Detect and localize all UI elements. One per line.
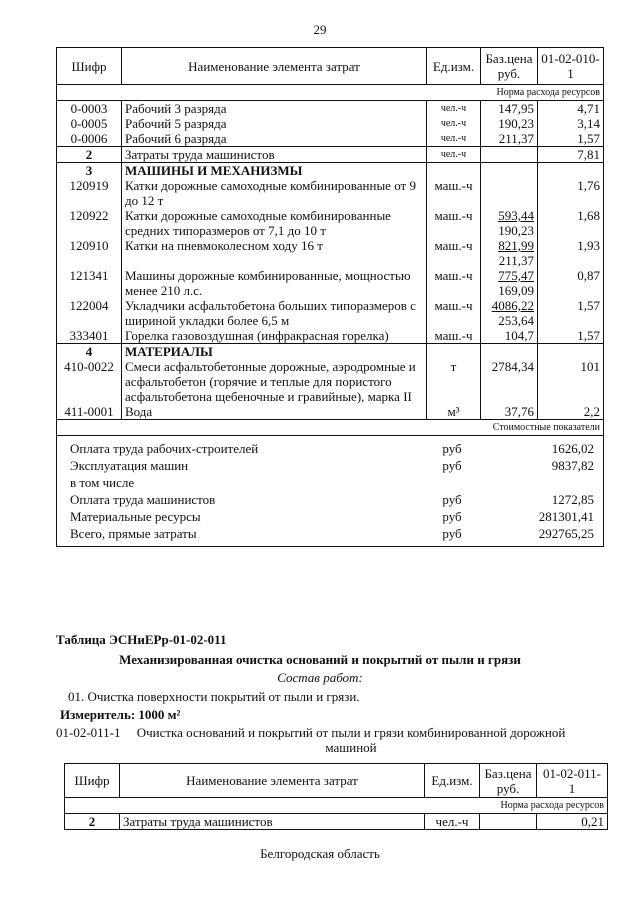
table-row [57, 328, 604, 344]
row-unit: маш.-ч [427, 268, 481, 298]
row-unit: чел.-ч [425, 814, 480, 830]
row-code: 0-0005 [57, 116, 122, 131]
row-price: 821,99 [498, 238, 534, 253]
row-price-labor: 169,09 [498, 283, 534, 298]
total-row [67, 440, 597, 457]
total-value: 1272,85 [551, 492, 594, 507]
total-unit [422, 474, 482, 491]
table-row [57, 178, 604, 208]
row-value: 0,87 [538, 268, 604, 298]
cost-subheader: Стоимостные показатели [57, 420, 604, 436]
row-name: Рабочий 5 разряда [122, 116, 427, 131]
row-code: 122004 [57, 298, 122, 328]
row-unit: чел.-ч [427, 131, 481, 147]
table-row [57, 404, 604, 420]
row-name: Рабочий 3 разряда [122, 101, 427, 117]
section-heading: Механизированная очистка оснований и покрытий от пыли и грязи [119, 652, 521, 667]
row-code: 0-0003 [57, 101, 122, 117]
total-unit: руб [442, 441, 462, 456]
col-header-unit: Ед.изм. [427, 48, 481, 85]
page-number: 29 [313, 22, 327, 37]
section-row [57, 163, 604, 179]
row-code: 120919 [57, 178, 122, 208]
total-unit: руб [442, 509, 462, 524]
table-title: Таблица ЭСНиЕРр-01-02-011 [56, 632, 227, 647]
item-code: 01-02-011-1 [56, 725, 121, 740]
row-value: 2,2 [538, 404, 604, 420]
row-unit: маш.-ч [427, 298, 481, 328]
row-unit: чел.-ч [427, 116, 481, 131]
footer-region: Белгородская область [260, 846, 380, 861]
total-label: Материальные ресурсы [70, 509, 201, 524]
row-price: 2784,34 [481, 359, 538, 404]
row-code: 2 [57, 147, 122, 163]
item-text: Очистка оснований и покрытий от пыли и грязи комбинированной дорожной машиной [136, 725, 566, 755]
row-value: 0,21 [537, 814, 608, 830]
table-row [57, 359, 604, 404]
total-row [67, 491, 597, 508]
row-price: 37,76 [481, 404, 538, 420]
total-row [67, 508, 597, 525]
row-code: 333401 [57, 328, 122, 344]
col-header-name: Наименование элемента затрат [120, 764, 425, 798]
total-value: 292765,25 [538, 526, 594, 541]
total-unit: руб [442, 458, 462, 473]
total-value: 9837,82 [551, 458, 594, 473]
total-value: 281301,41 [538, 509, 594, 524]
row-price: 190,23 [481, 116, 538, 131]
totals-table [67, 440, 597, 542]
row-price: 104,7 [481, 328, 538, 344]
row-name: Катки дорожные самоходные комбинированные от 9 до 12 т [122, 178, 427, 208]
row-unit: маш.-ч [427, 178, 481, 208]
row-price: 211,37 [481, 131, 538, 147]
row-value: 101 [538, 359, 604, 404]
total-unit: руб [442, 526, 462, 541]
col-header-norm: 01-02-011-1 [537, 764, 608, 798]
col-header-code: Шифр [57, 48, 122, 85]
total-label: в том числе [70, 475, 135, 490]
col-header-name: Наименование элемента затрат [122, 48, 427, 85]
table-row [65, 814, 608, 830]
row-unit: чел.-ч [427, 101, 481, 117]
section-title: МАТЕРИАЛЫ [122, 344, 427, 360]
row-value: 4,71 [538, 101, 604, 117]
row-price: 775,47 [498, 268, 534, 283]
total-value [482, 474, 597, 491]
row-price-labor: 253,64 [498, 313, 534, 328]
composition-label: Состав работ: [277, 670, 363, 685]
resource-table-1 [56, 47, 604, 547]
row-code: 121341 [57, 268, 122, 298]
row-name: Катки на пневмоколесном ходу 16 т [122, 238, 427, 268]
total-label: Всего, прямые затраты [70, 526, 197, 541]
row-unit: т [427, 359, 481, 404]
row-price-labor: 211,37 [498, 253, 534, 268]
row-name: Затраты труда машинистов [120, 814, 425, 830]
row-name: Рабочий 6 разряда [122, 131, 427, 147]
row-value: 1,57 [538, 328, 604, 344]
col-header-norm: 01-02-010-1 [538, 48, 604, 85]
row-name: Машины дорожные комбинированные, мощностью менее 210 л.с. [122, 268, 427, 298]
resource-table-2 [64, 763, 608, 830]
row-name: Смеси асфальтобетонные дорожные, аэродромные и асфальтобетон (горячие и теплые для пористого асфальтобетона щебеночные и гравийные), марка II [122, 359, 427, 404]
row-code: 411-0001 [57, 404, 122, 420]
table-row [57, 131, 604, 147]
row-name: Вода [122, 404, 427, 420]
total-row [67, 525, 597, 542]
table-row [57, 116, 604, 131]
section-code: 3 [57, 163, 122, 179]
row-value: 1,68 [538, 208, 604, 238]
row-name: Горелка газовоздушная (инфракрасная горелка) [122, 328, 427, 344]
total-row [67, 457, 597, 474]
table-row [57, 147, 604, 163]
row-value: 3,14 [538, 116, 604, 131]
row-unit: маш.-ч [427, 208, 481, 238]
table-row [57, 298, 604, 328]
row-value: 1,76 [538, 178, 604, 208]
row-price-labor: 190,23 [498, 223, 534, 238]
row-value: 1,93 [538, 238, 604, 268]
row-value: 1,57 [538, 131, 604, 147]
section-title: МАШИНЫ И МЕХАНИЗМЫ [122, 163, 427, 179]
total-value: 1626,02 [551, 441, 594, 456]
table-row [57, 268, 604, 298]
row-code: 2 [65, 814, 120, 830]
table-row [57, 238, 604, 268]
row-price: 4086,22 [491, 298, 534, 313]
row-code: 410-0022 [57, 359, 122, 404]
col-header-unit: Ед.изм. [425, 764, 480, 798]
row-price: 147,95 [481, 101, 538, 117]
total-label: Эксплуатация машин [70, 458, 189, 473]
row-unit: м³ [427, 404, 481, 420]
row-name: Укладчики асфальтобетона больших типоразмеров с шириной укладки более 6,5 м [122, 298, 427, 328]
section-row [57, 344, 604, 360]
norm-subheader: Норма расхода ресурсов [65, 798, 608, 814]
total-unit: руб [442, 492, 462, 507]
row-unit: маш.-ч [427, 328, 481, 344]
total-label: Оплата труда рабочих-строителей [70, 441, 259, 456]
row-code: 120910 [57, 238, 122, 268]
measure-unit: Измеритель: 1000 м² [60, 707, 181, 722]
col-header-price: Баз.цена руб. [481, 48, 538, 85]
row-code: 120922 [57, 208, 122, 238]
col-header-code: Шифр [65, 764, 120, 798]
row-value: 1,57 [538, 298, 604, 328]
table-row [57, 101, 604, 117]
row-code: 0-0006 [57, 131, 122, 147]
section-code: 4 [57, 344, 122, 360]
total-row [67, 474, 597, 491]
row-unit: чел.-ч [427, 147, 481, 163]
row-value: 7,81 [538, 147, 604, 163]
total-label: Оплата труда машинистов [70, 492, 216, 507]
row-name: Затраты труда машинистов [122, 147, 427, 163]
work-item: 01. Очистка поверхности покрытий от пыли и грязи. [68, 689, 360, 704]
row-unit: маш.-ч [427, 238, 481, 268]
row-name: Катки дорожные самоходные комбинированные средних типоразмеров от 7,1 до 10 т [122, 208, 427, 238]
norm-subheader: Норма расхода ресурсов [57, 85, 604, 101]
table-row [57, 208, 604, 238]
row-price: 593,44 [498, 208, 534, 223]
col-header-price: Баз.цена руб. [480, 764, 537, 798]
